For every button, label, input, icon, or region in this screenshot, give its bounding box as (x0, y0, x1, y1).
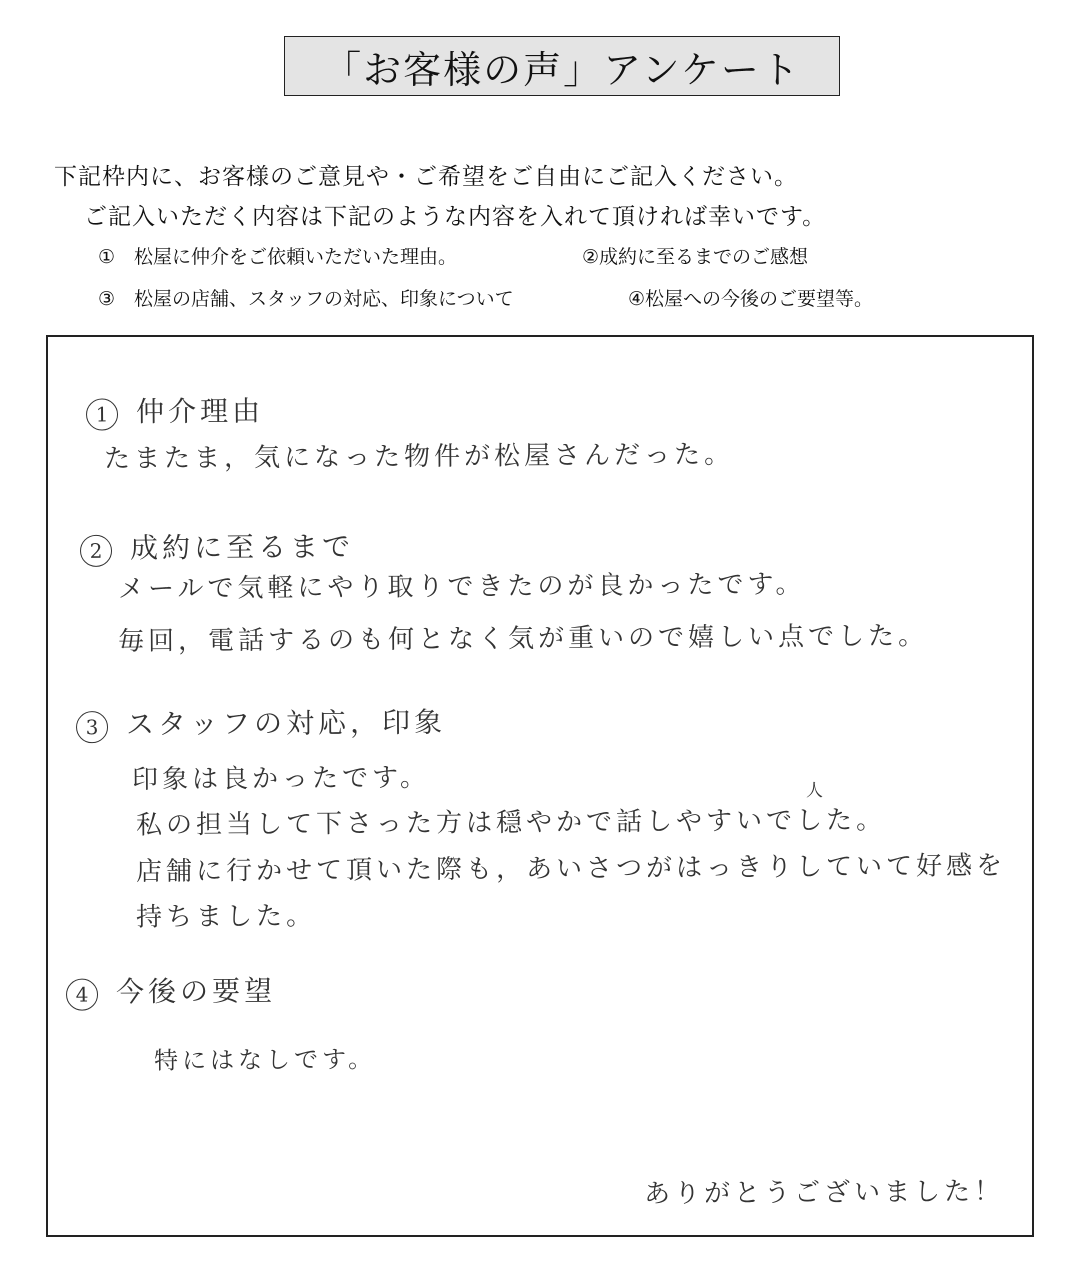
instruction-line-1: 下記枠内に、お客様のご意見や・ご希望をご自由にご記入ください。 (54, 164, 798, 190)
instruction-item-1: ① 松屋に仲介をご依頼いただいた理由。 (98, 246, 458, 268)
insert-mark: 人 (806, 781, 823, 801)
section-2-number: 2 (80, 534, 112, 566)
section-4-number: 4 (66, 978, 98, 1010)
instruction-item-3: ③ 松屋の店舗、スタッフの対応、印象について (98, 288, 514, 310)
section-1-answer-line: たまたま，気になった物件が松屋さんだった。 (103, 439, 735, 475)
section-3-title: スタッフの対応，印象 (125, 705, 447, 741)
section-3-answer-line-2: 私の担当して下さった方は穏やかで話しやすいでした。 (135, 805, 887, 841)
section-3-answer-line-3: 店舗に行かせて頂いた際も，あいさつがはっきりしていて好感を (135, 850, 1007, 888)
section-3-heading (76, 701, 446, 744)
section-3-answer-line-4: 持ちました。 (135, 901, 317, 933)
section-4-title: 今後の要望 (115, 974, 277, 1009)
section-1-title: 仲介理由 (135, 394, 265, 429)
section-2-title: 成約に至るまで (129, 530, 355, 565)
section-4-heading (66, 969, 276, 1010)
section-2-answer-line-2: 毎回，電話するのも何となく気が重いので嬉しい点でした。 (117, 621, 929, 657)
instruction-item-4: ④松屋への今後のご要望等。 (628, 288, 874, 310)
section-3-number: 3 (76, 711, 108, 743)
section-1-heading (86, 389, 264, 430)
instruction-item-2: ②成約に至るまでのご感想 (582, 246, 809, 268)
section-2-heading (80, 525, 354, 567)
section-4-answer-line: 特にはなしです。 (153, 1045, 377, 1075)
section-3-answer-line-1: 印象は良かったです。 (131, 762, 431, 796)
closing-thanks: ありがとうございました！ (643, 1176, 1005, 1210)
section-2-answer-line-1: メールで気軽にやり取りできたのが良かったです。 (117, 569, 806, 605)
section-1-number: 1 (86, 398, 118, 430)
survey-title: 「お客様の声」アンケート (284, 36, 840, 96)
instruction-line-2: ご記入いただく内容は下記のような内容を入れて頂ければ幸いです。 (84, 204, 827, 230)
